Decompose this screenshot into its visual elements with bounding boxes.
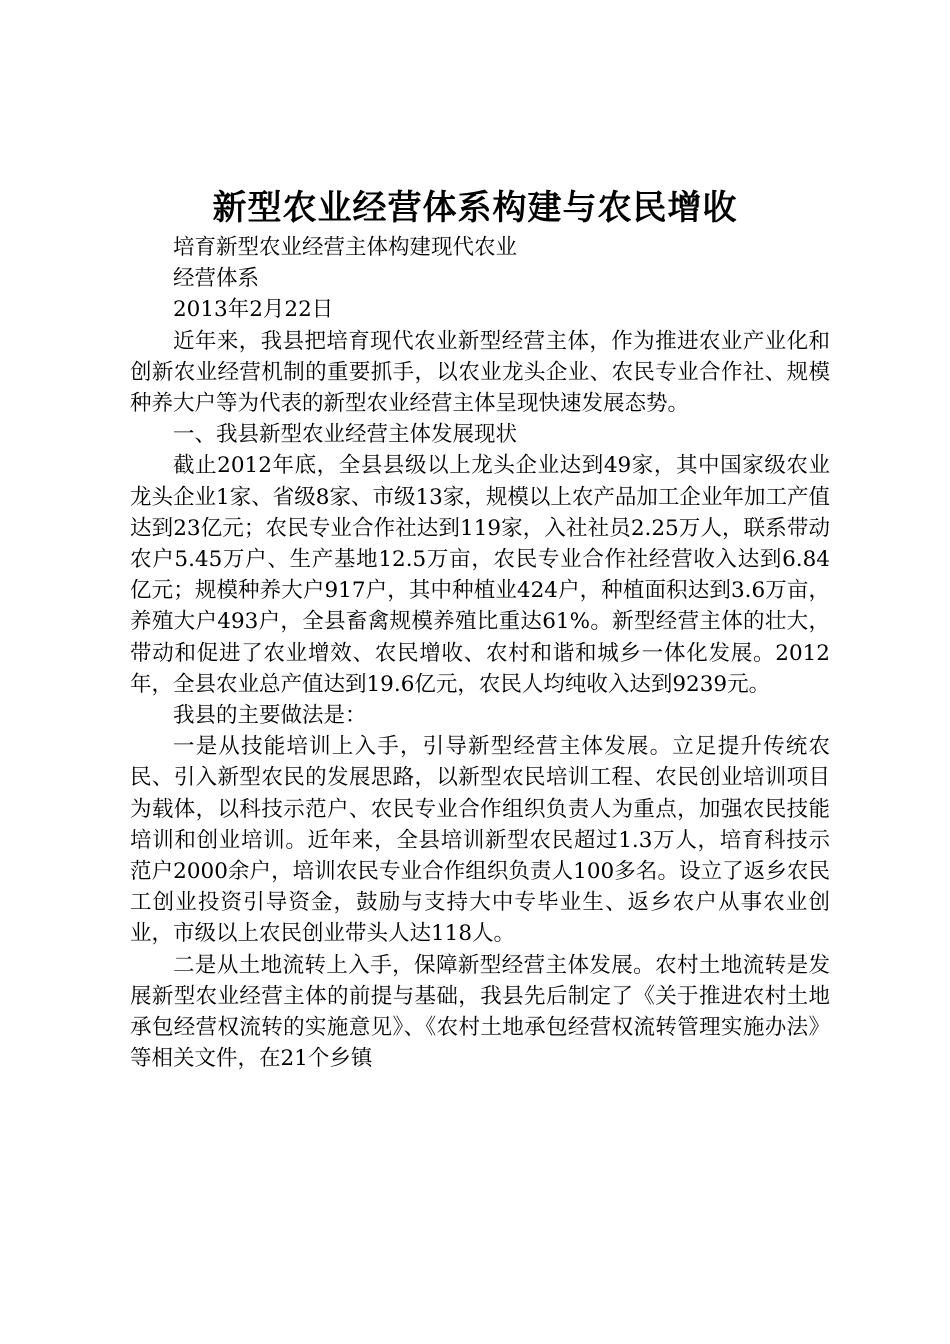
section-heading: 一、我县新型农业经营主体发展现状 xyxy=(173,422,518,448)
status-paragraph: 截止2012年底，全县县级以上龙头企业达到49家，其中国家级农业龙头企业1家、省级8家、市级13家，规模以上农产品加工企业年加工产值达到23亿元；农民专业合作社达到119家，入社社员2.25万人，联系带动农户5.45万户、生产基地12.5万亩，农民专业合作社经营收入达到6.84亿元；规模种养大户917户，其中种植业424户，种植面积达到3.6万亩，养殖大户493户，全县畜禽规模养殖比重达61%。新型经营主体的壮大，带动和促进了农业增效、农民增收、农村和谐和城乡一体化发展。2012年，全县农业总产值达到19.6亿元，农民人均纯收入达到9239元。 xyxy=(130,453,830,697)
practices-intro: 我县的主要做法是： xyxy=(173,703,367,729)
document-title: 新型农业经营体系构建与农民增收 xyxy=(212,188,738,228)
intro-paragraph: 近年来，我县把培育现代农业新型经营主体，作为推进农业产业化和创新农业经营机制的重要抓手，以农业龙头企业、农民专业合作社、规模种养大户等为代表的新型农业经营主体呈现快速发展态势。 xyxy=(130,328,830,417)
document-date: 2013年2月22日 xyxy=(173,297,334,323)
subtitle-line-2: 经营体系 xyxy=(173,266,260,292)
document-body xyxy=(130,232,830,1074)
subtitle-line-1: 培育新型农业经营主体构建现代农业 xyxy=(173,235,518,260)
practice-paragraph-2: 二是从土地流转上入手，保障新型经营主体发展。农村土地流转是发展新型农业经营主体的前提与基础，我县先后制定了《关于推进农村土地承包经营权流转的实施意见》、《农村土地承包经营权流转管理实施办法》等相关文件，在21个乡镇 xyxy=(130,952,830,1072)
practice-paragraph-1: 一是从技能培训上入手，引导新型经营主体发展。立足提升传统农民、引入新型农民的发展思路，以新型农民培训工程、农民创业培训项目为载体，以科技示范户、农民专业合作组织负责人为重点，加强农民技能培训和创业培训。近年来，全县培训新型农民超过1.3万人，培育科技示范户2000余户，培训农民专业合作组织负责人100多名。设立了返乡农民工创业投资引导资金，鼓励与支持大中专毕业生、返乡农户从事农业创业，市级以上农民创业带头人达118人。 xyxy=(130,734,830,947)
